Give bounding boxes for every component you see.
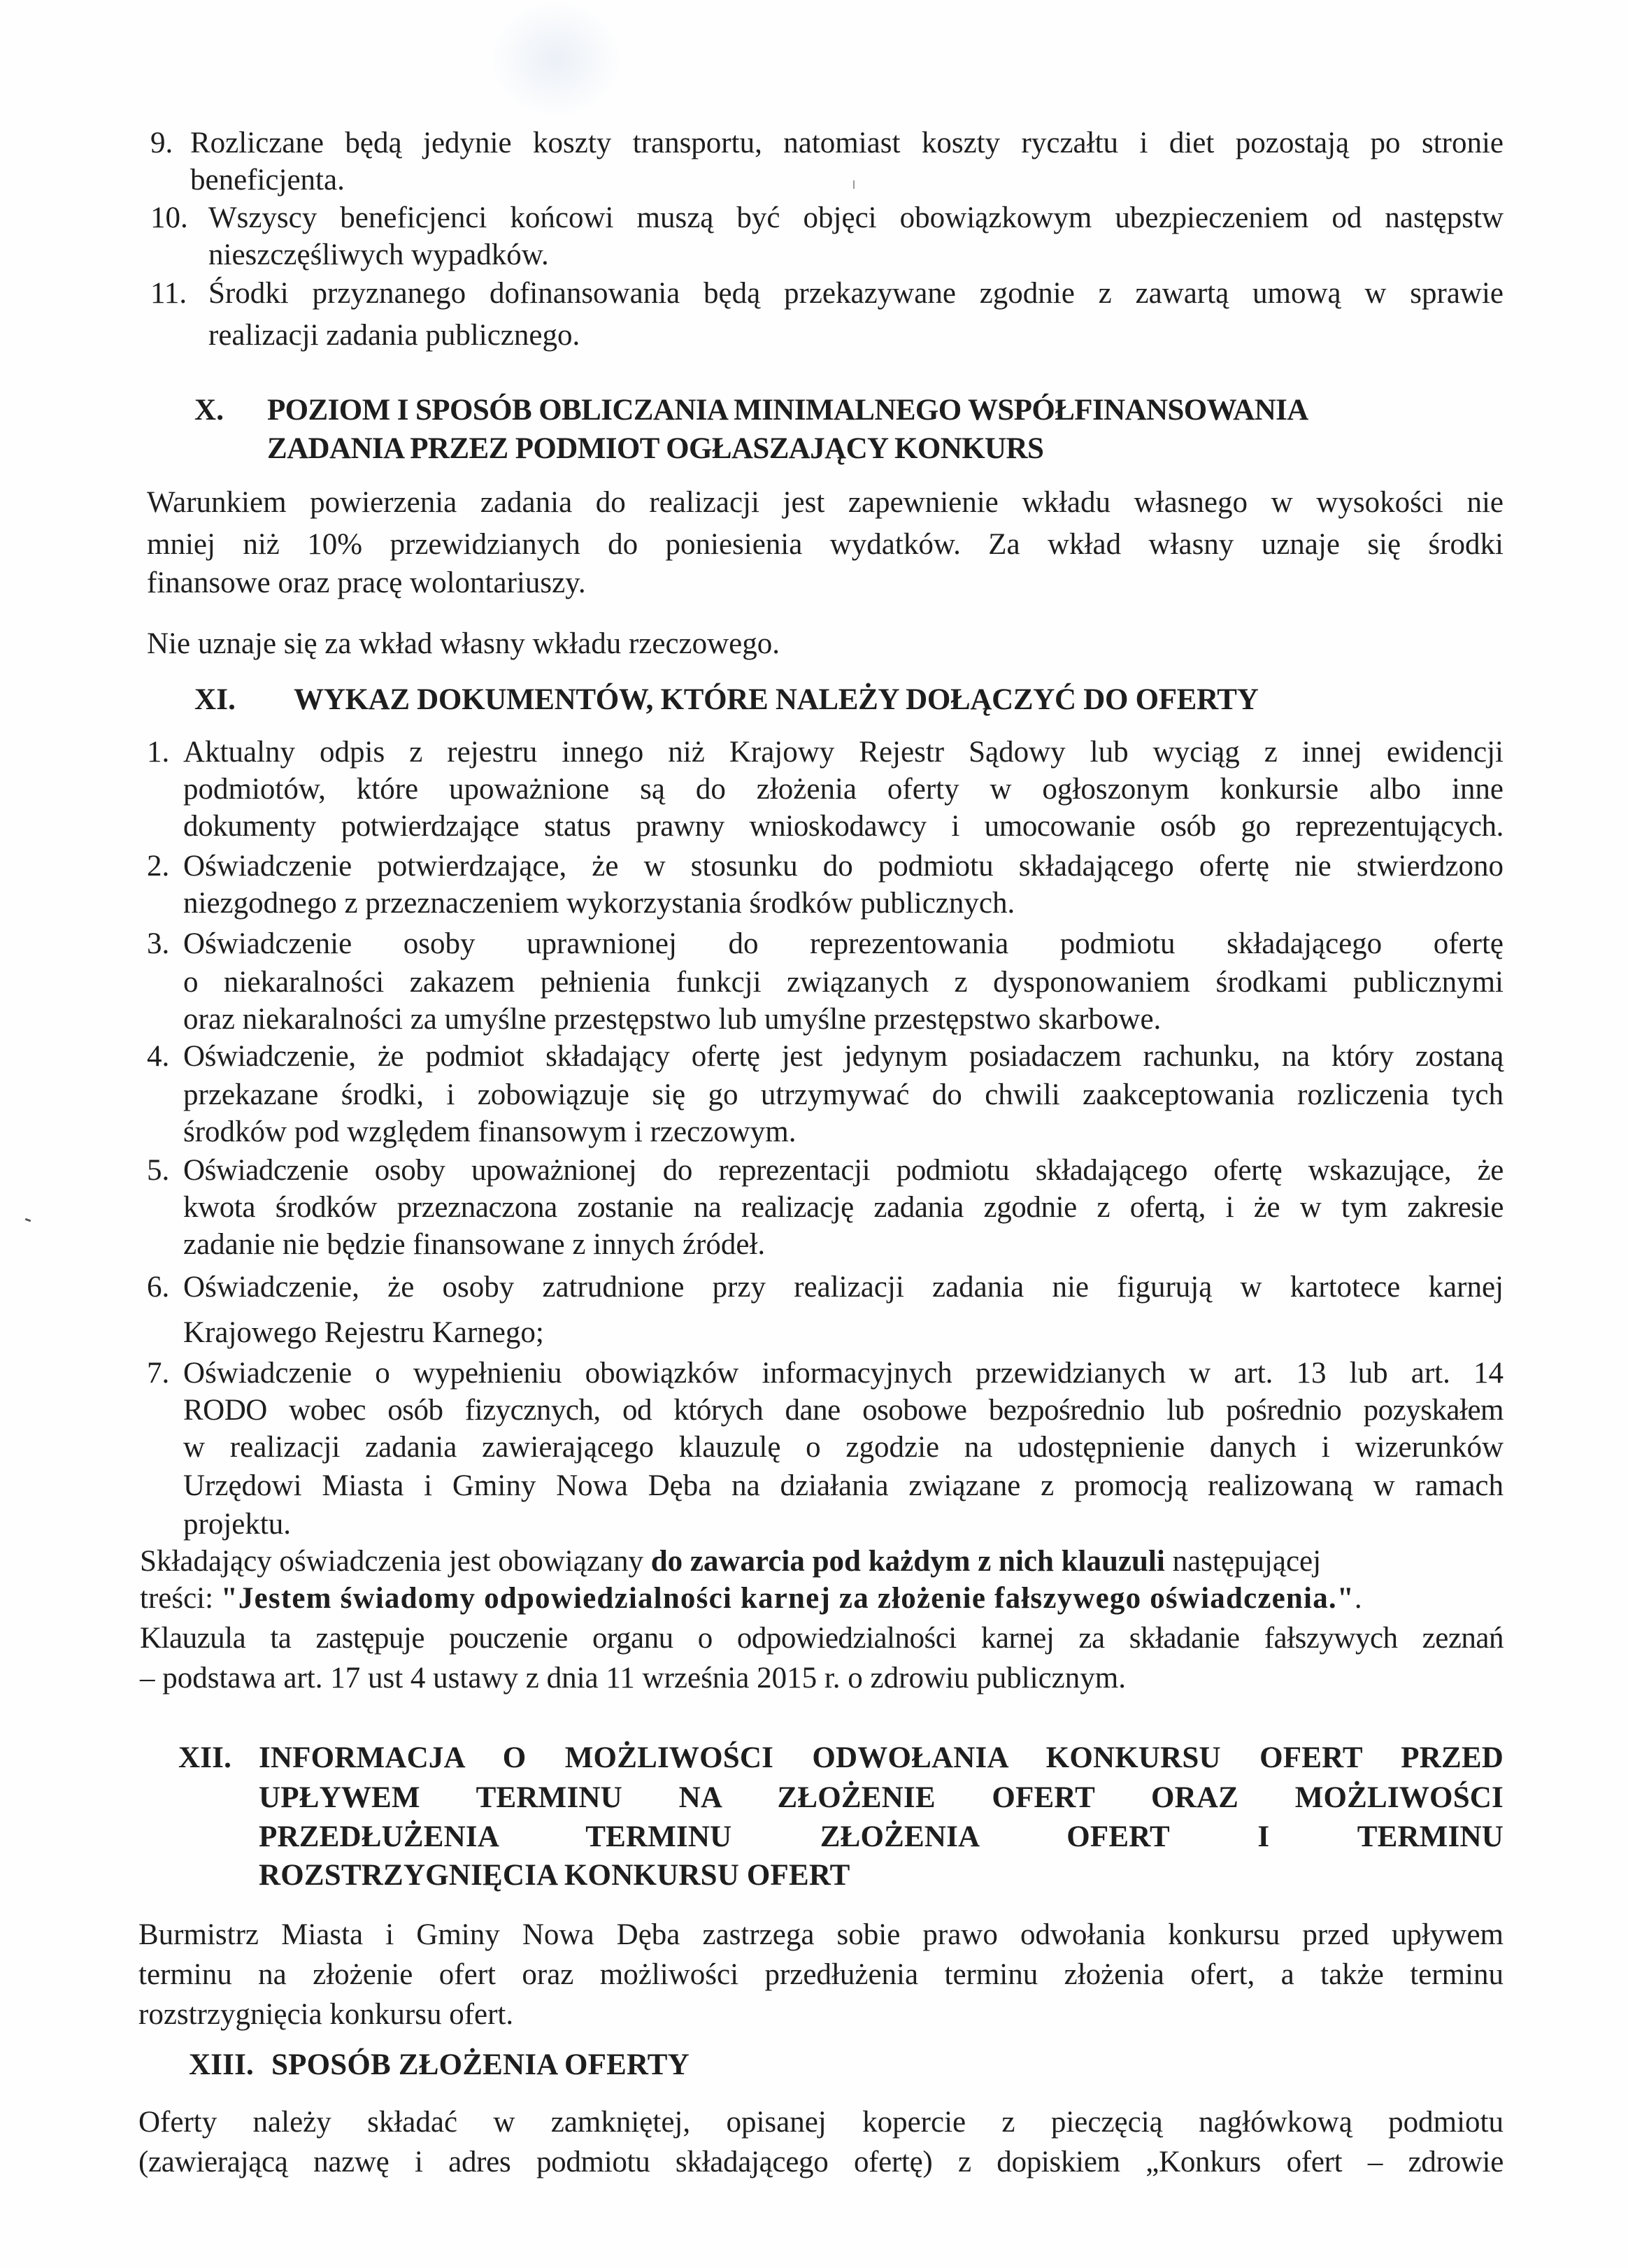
list-item-text: Oświadczenie osoby uprawnionej do reprezentowania podmiotu składającego ofertę — [183, 927, 1504, 960]
paragraph-line: mniej niż 10% przewidzianych do poniesienia wydatków. Za wkład własny uznaje się środki — [147, 528, 1504, 561]
list-item-number: 5. — [147, 1154, 170, 1187]
paragraph-line: terminu na złożenie ofert oraz możliwości przedłużenia terminu złożenia ofert, a także terminu — [138, 1958, 1504, 1991]
clause-line — [140, 1583, 1362, 1613]
section-title: UPŁYWEM TERMINU NA ZŁOŻENIE OFERT ORAZ MOŻLIWOŚCI — [259, 1781, 1504, 1814]
list-item-number: 10. — [150, 201, 188, 234]
paragraph-line: Oferty należy składać w zamkniętej, opisanej kopercie z pieczęcią nagłówkową podmiotu — [138, 2106, 1504, 2139]
list-item-text: Aktualny odpis z rejestru innego niż Krajowy Rejestr Sądowy lub wyciąg z innej ewidencji — [183, 736, 1504, 769]
list-item-text: w realizacji zadania zawierającego klauzulę o zgodzie na udostępnienie danych i wizerunków — [183, 1431, 1504, 1464]
paragraph-line: finansowe oraz pracę wolontariuszy. — [147, 566, 586, 599]
paragraph-line: Burmistrz Miasta i Gminy Nowa Dęba zastrzega sobie prawo odwołania konkursu przed upływem — [138, 1918, 1504, 1951]
list-item-text: oraz niekaralności za umyślne przestępstwo lub umyślne przestępstwo skarbowe. — [183, 1003, 1162, 1036]
list-item-text: Oświadczenie osoby upoważnionej do reprezentacji podmiotu składającego ofertę wskazujące, że — [183, 1154, 1504, 1187]
section-number: XI. — [194, 683, 236, 716]
list-item-text: nieszczęśliwych wypadków. — [208, 238, 549, 271]
paragraph-line: Warunkiem powierzenia zadania do realizacji jest zapewnienie wkładu własnego w wysokości nie — [147, 486, 1504, 519]
list-item-text: projektu. — [183, 1508, 292, 1541]
list-item-text: Rozliczane będą jedynie koszty transportu, natomiast koszty ryczałtu i diet pozostają po stronie — [190, 127, 1504, 159]
list-item-number: 1. — [147, 736, 170, 769]
list-item-number: 11. — [150, 277, 187, 310]
section-title: PRZEDŁUŻENIA TERMINU ZŁOŻENIA OFERT I TERMINU — [259, 1820, 1504, 1853]
section-number: XIII. — [189, 2048, 255, 2081]
list-item-text: beneficjenta. — [190, 164, 345, 197]
list-item-text: podmiotów, które upoważnione są do złożenia oferty w ogłoszonym konkursie albo inne — [183, 773, 1504, 806]
clause-text: . — [1354, 1582, 1362, 1615]
list-item-text: o niekaralności zakazem pełnienia funkcji związanych z dysponowaniem środkami publicznymi — [183, 966, 1504, 999]
scan-smudge — [490, 0, 622, 119]
list-item-text: kwota środków przeznaczona zostanie na realizację zadania zgodnie z ofertą, i że w tym zakresie — [183, 1191, 1504, 1224]
list-item-number: 2. — [147, 850, 170, 883]
section-title: ZADANIA PRZEZ PODMIOT OGŁASZAJĄCY KONKURS — [267, 432, 1044, 465]
list-item-text: RODO wobec osób fizycznych, od których dane osobowe bezpośrednio lub pośrednio pozyskałem — [183, 1394, 1504, 1427]
clause-quote: "Jestem świadomy odpowiedzialności karnej za złożenie fałszywego oświadczenia." — [220, 1582, 1355, 1615]
clause-text: Składający oświadczenia jest obowiązany — [140, 1545, 651, 1578]
clause-bold-text: do zawarcia pod każdym z nich klauzuli — [650, 1545, 1165, 1578]
section-number: XII. — [178, 1741, 232, 1774]
clause-line: Klauzula ta zastępuje pouczenie organu o odpowiedzialności karnej za składanie fałszywych zeznań — [140, 1622, 1504, 1655]
list-item-text: środków pod względem finansowym i rzeczowym. — [183, 1115, 797, 1148]
section-title: WYKAZ DOKUMENTÓW, KTÓRE NALEŻY DOŁĄCZYĆ DO OFERTY — [294, 683, 1259, 716]
clause-line — [140, 1546, 1504, 1576]
section-title: ROZSTRZYGNIĘCIA KONKURSU OFERT — [259, 1859, 850, 1892]
list-item-text: przekazane środki, i zobowiązuje się go utrzymywać do chwili zaakceptowania rozliczenia tych — [183, 1078, 1504, 1111]
list-item-text: Urzędowi Miasta i Gminy Nowa Dęba na działania związane z promocją realizowaną w ramach — [183, 1469, 1504, 1502]
list-item-number: 7. — [147, 1357, 170, 1390]
paragraph: Nie uznaje się za wkład własny wkładu rzeczowego. — [147, 627, 780, 660]
list-item-text: Wszyscy beneficjenci końcowi muszą być objęci obowiązkowym ubezpieczeniem od następstw — [208, 201, 1504, 234]
clause-line: – podstawa art. 17 ust 4 ustawy z dnia 11 września 2015 r. o zdrowiu publicznym. — [140, 1662, 1126, 1695]
list-item-text: Krajowego Rejestru Karnego; — [183, 1316, 544, 1349]
section-title: POZIOM I SPOSÓB OBLICZANIA MINIMALNEGO WSPÓŁFINANSOWANIA — [267, 394, 1308, 427]
clause-text: następującej — [1164, 1545, 1322, 1578]
list-item-number: 9. — [150, 127, 173, 159]
section-number: X. — [194, 394, 224, 427]
list-item-text: Oświadczenie o wypełnieniu obowiązków informacyjnych przewidzianych w art. 13 lub art. 14 — [183, 1357, 1504, 1390]
section-title: INFORMACJA O MOŻLIWOŚCI ODWOŁANIA KONKURSU OFERT PRZED — [259, 1741, 1504, 1774]
scan-speck — [25, 1218, 31, 1222]
list-item-number: 3. — [147, 927, 170, 960]
paragraph-line: rozstrzygnięcia konkursu ofert. — [138, 1998, 514, 2031]
paragraph-line: (zawierającą nazwę i adres podmiotu składającego ofertę) z dopiskiem „Konkurs ofert – zdrowie — [138, 2146, 1504, 2178]
list-item-text: Środki przyznanego dofinansowania będą przekazywane zgodnie z zawartą umową w sprawie — [208, 277, 1504, 310]
list-item-text: Oświadczenie, że osoby zatrudnione przy realizacji zadania nie figurują w kartotece karnej — [183, 1271, 1504, 1304]
list-item-text: Oświadczenie potwierdzające, że w stosunku do podmiotu składającego ofertę nie stwierdzono — [183, 850, 1504, 883]
list-item-text: realizacji zadania publicznego. — [208, 319, 580, 352]
section-title: SPOSÓB ZŁOŻENIA OFERTY — [271, 2048, 690, 2081]
list-item-text: zadanie nie będzie finansowane z innych źródeł. — [183, 1228, 766, 1261]
scan-speck — [853, 180, 855, 189]
list-item-number: 4. — [147, 1040, 170, 1073]
list-item-number: 6. — [147, 1271, 170, 1304]
list-item-text: Oświadczenie, że podmiot składający ofertę jest jedynym posiadaczem rachunku, na który zostaną — [183, 1040, 1504, 1073]
clause-text: treści: — [140, 1582, 221, 1615]
list-item-text: dokumenty potwierdzające status prawny wnioskodawcy i umocowanie osób go reprezentujących. — [183, 810, 1504, 843]
list-item-text: niezgodnego z przeznaczeniem wykorzystania środków publicznych. — [183, 887, 1015, 920]
